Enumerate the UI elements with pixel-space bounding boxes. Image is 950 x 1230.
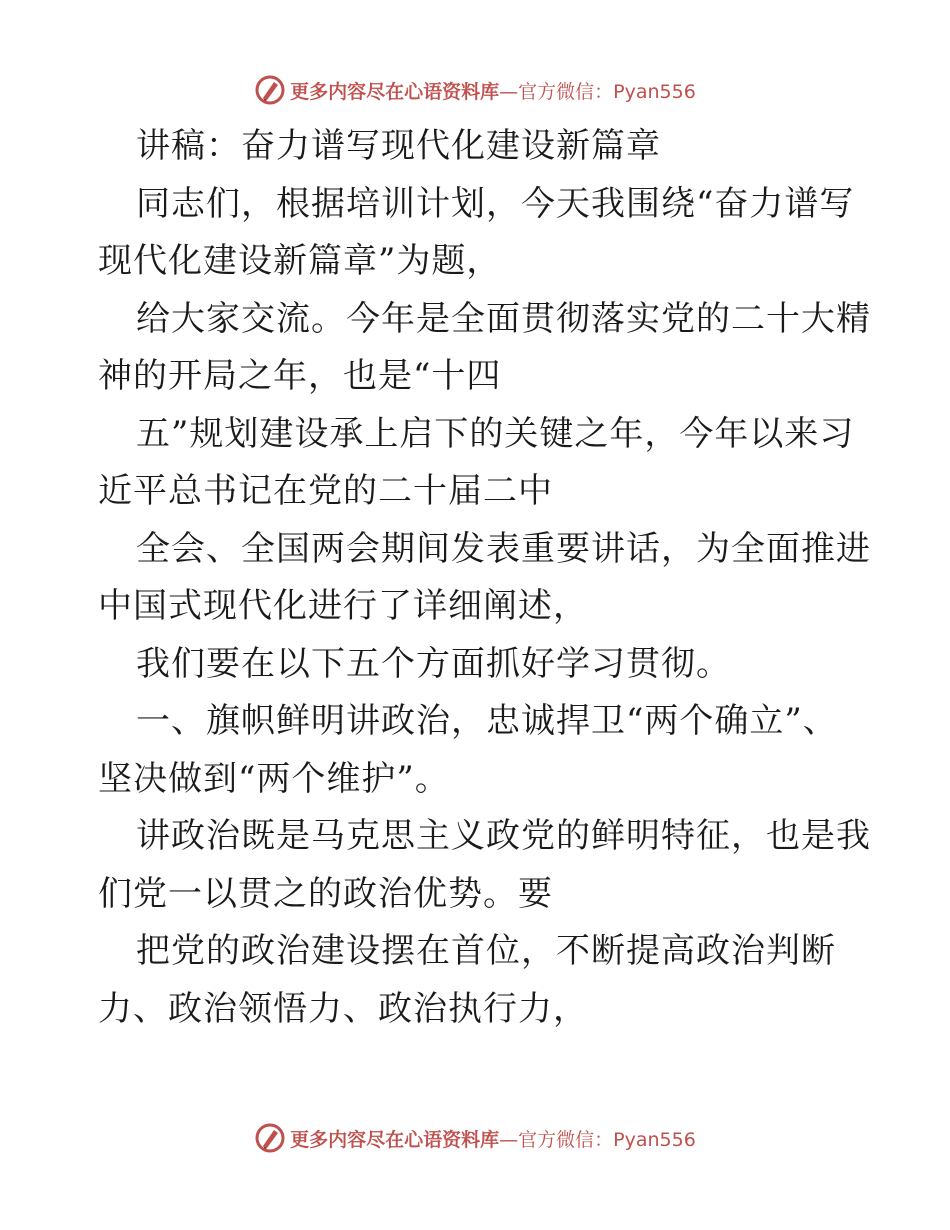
text-line: 一、旗帜鲜明讲政治，忠诚捍卫“两个确立”、: [136, 701, 838, 741]
text-line: 现代化建设新篇章”为题，: [98, 241, 502, 281]
text-line: 我们要在以下五个方面抓好学习贯彻。: [136, 643, 731, 684]
pen-circle-logo-icon: [254, 1122, 286, 1154]
pen-circle-logo-icon: [254, 74, 286, 106]
text-line: 力、政治领悟力、政治执行力，: [98, 988, 588, 1029]
text-line: 神的开局之年，也是“十四: [98, 356, 502, 396]
header-contact-text: —官方微信：Pyan556: [499, 80, 696, 103]
document-body: [98, 118, 871, 1038]
text-line: 讲稿：奋力谱写现代化建设新篇章: [136, 126, 661, 166]
header-banner: [0, 70, 950, 110]
footer-text: [290, 1125, 696, 1152]
text-line: 全会、全国两会期间发表重要讲话，为全面推进: [136, 528, 871, 569]
text-line: 近平总书记在党的二十届二中: [98, 471, 553, 511]
text-line: 坚决做到“两个维护”。: [98, 758, 450, 799]
text-line: 把党的政治建设摆在首位，不断提高政治判断: [136, 931, 836, 971]
footer-contact-text: —官方微信：Pyan556: [499, 1128, 696, 1151]
footer-brand-text: 更多内容尽在心语资料库: [290, 1128, 500, 1151]
text-line: 五”规划建设承上启下的关键之年，今年以来习: [136, 413, 855, 454]
text-line: 同志们，根据培训计划，今天我围绕“奋力谱写: [136, 183, 855, 224]
text-line: 给大家交流。今年是全面贯彻落实党的二十大精: [136, 298, 871, 339]
text-line: 讲政治既是马克思主义政党的鲜明特征，也是我: [136, 816, 871, 856]
text-line: 们党一以贯之的政治优势。要: [98, 873, 553, 914]
header-brand-text: 更多内容尽在心语资料库: [290, 80, 500, 103]
text-line: 中国式现代化进行了详细阐述，: [98, 586, 588, 626]
header-text: [290, 77, 696, 104]
footer-banner: [0, 1118, 950, 1158]
